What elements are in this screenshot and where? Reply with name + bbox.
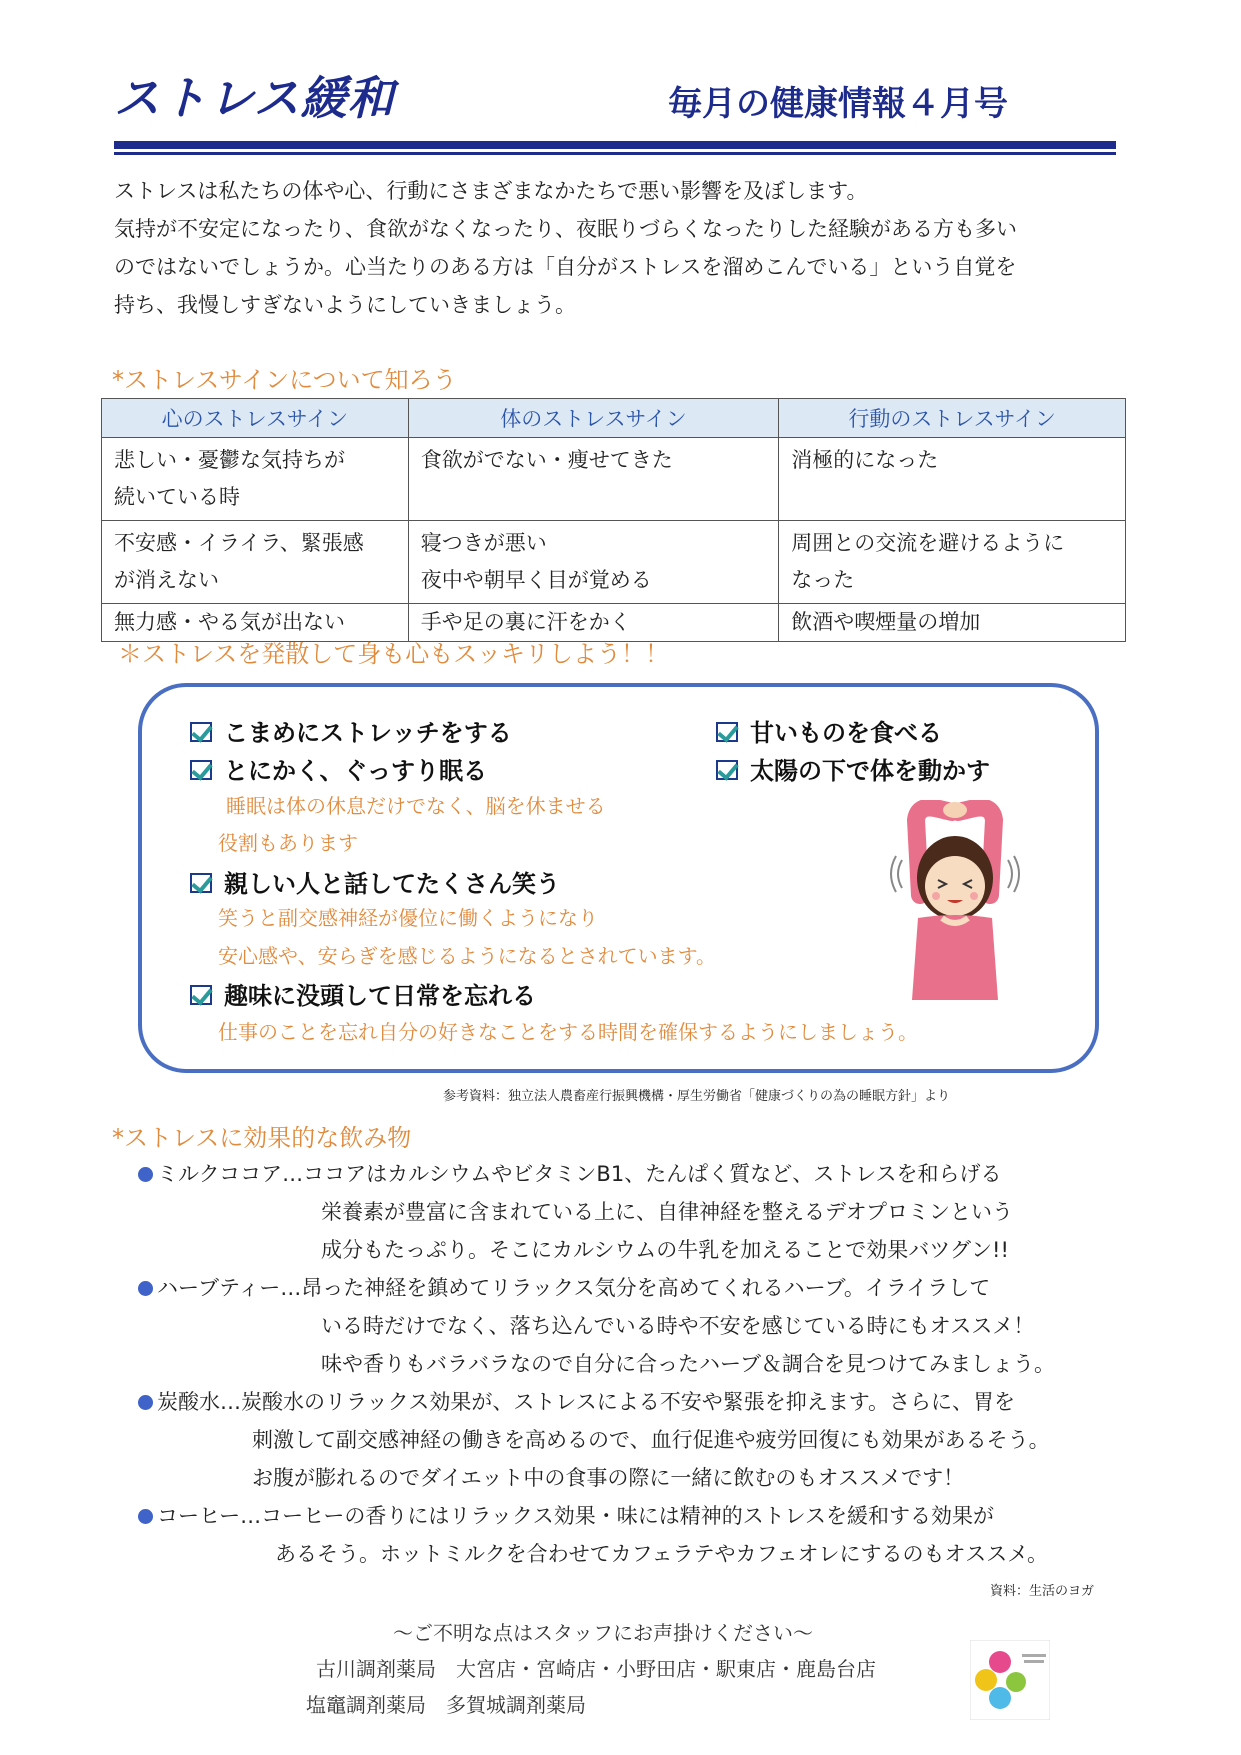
bullet-dot-icon xyxy=(138,1395,153,1410)
intro-line: 気持が不安定になったり、食欲がなくなったり、夜眠りづらくなったりした経験がある方も多い xyxy=(114,217,1017,241)
stretching-girl-illustration xyxy=(880,800,1030,1000)
intro-line: 持ち、我慢しすぎないようにしていきましょう。 xyxy=(114,293,576,317)
tip-stretch: こまめにストレッチをする xyxy=(224,719,512,747)
bullet-dot-icon xyxy=(138,1167,153,1182)
checkbox-icon xyxy=(190,760,212,780)
table-cell: 消極的になった xyxy=(779,438,1126,521)
checkbox-icon xyxy=(716,722,738,742)
relief-source: 参考資料：独立法人農畜産行振興機構・厚生労働省「健康づくりの為の睡眠方針」より xyxy=(443,1089,951,1104)
table-cell: 周囲との交流を避けるように なった xyxy=(779,521,1126,604)
signs-heading: *ストレスサインについて知ろう xyxy=(112,366,457,394)
tip-sleep: とにかく、ぐっすり眠る xyxy=(224,757,488,785)
bullet-dot-icon xyxy=(138,1509,153,1524)
header-behavior: 行動のストレスサイン xyxy=(779,399,1126,438)
footer-stores: 塩竈調剤薬局 多賀城調剤薬局 xyxy=(306,1693,586,1717)
tip-sleep-note: 役割もあります xyxy=(218,831,358,855)
table-row xyxy=(102,438,1126,521)
tip-hobby: 趣味に没頭して日常を忘れる xyxy=(224,982,536,1010)
table-cell: 寝つきが悪い 夜中や朝早く目が覚める xyxy=(408,521,778,604)
header-body: 体のストレスサイン xyxy=(408,399,778,438)
table-header-row xyxy=(102,399,1126,438)
table-cell: 不安感・イライラ、緊張感 が消えない xyxy=(102,521,409,604)
drink-herb-tea: ハーブティー…昂った神経を鎮めてリラックス気分を高めてくれるハーブ。イライラして いる時だけでなく、落ち込んでいる時や不安を感じている時にもオススメ！ 味や香りもバラバラなので自分に合ったハーブ＆調合を見つけてみましょう。 xyxy=(138,1269,1055,1383)
header-rule-thin xyxy=(114,152,1116,155)
checkbox-icon xyxy=(190,985,212,1005)
intro-paragraph xyxy=(114,172,1124,324)
bullet-dot-icon xyxy=(138,1281,153,1296)
tip-sweets: 甘いものを食べる xyxy=(750,719,942,747)
page-title: ストレス緩和 xyxy=(114,71,395,125)
table-cell: 無力感・やる気が出ない xyxy=(102,604,409,642)
header-rule-thick xyxy=(114,141,1116,149)
checkbox-icon xyxy=(716,760,738,780)
drink-coffee: コーヒー…コーヒーの香りにはリラックス効果・味には精神的ストレスを緩和する効果が あるそう。ホットミルクを合わせてカフェラテやカフェオレにするのもオススメ。 xyxy=(138,1497,1048,1573)
table-row xyxy=(102,521,1126,604)
tip-laugh-note: 笑うと副交感神経が優位に働くようになり xyxy=(218,906,598,930)
intro-line: ストレスは私たちの体や心、行動にさまざまなかたちで悪い影響を及ぼします。 xyxy=(114,179,868,203)
relief-heading: ＊ストレスを発散して身も心もスッキリしよう！！ xyxy=(118,640,670,668)
tip-laugh-note: 安心感や、安らぎを感じるようになるとされています。 xyxy=(218,944,716,968)
tip-hobby-note: 仕事のことを忘れ自分の好きなことをする時間を確保するようにしましょう。 xyxy=(218,1020,918,1044)
footer-contact: ～ご不明な点はスタッフにお声掛けください～ xyxy=(393,1621,813,1645)
pharmacy-logo xyxy=(970,1640,1050,1720)
header-mind: 心のストレスサイン xyxy=(102,399,409,438)
issue-title: 毎月の健康情報４月号 xyxy=(668,84,1008,124)
drink-soda: 炭酸水…炭酸水のリラックス効果が、ストレスによる不安や緊張を抑えます。さらに、胃を 刺激して副交感神経の働きを高めるので、血行促進や疲労回復にも効果があるそう。 お腹が膨れるのでダイエット中の食事の際に一緒に飲むのもオススメです！ xyxy=(138,1383,1050,1497)
intro-line: のではないでしょうか。心当たりのある方は「自分がストレスを溜めこんでいる」という自覚を xyxy=(114,255,1017,279)
table-cell: 食欲がでない・痩せてきた xyxy=(408,438,778,521)
tip-sunshine: 太陽の下で体を動かす xyxy=(750,757,990,785)
tip-laugh: 親しい人と話してたくさん笑う xyxy=(224,870,560,898)
tip-sleep-note: 睡眠は体の休息だけでなく、脳を休ませる xyxy=(226,794,606,818)
table-cell: 悲しい・憂鬱な気持ちが 続いている時 xyxy=(102,438,409,521)
drink-milk-cocoa: ミルクココア…ココアはカルシウムやビタミンB1、たんぱく質など、ストレスを和らげる 栄養素が豊富に含まれている上に、自律神経を整えるデオプロミンという 成分もたっぷり。そこにカルシウムの牛乳を加えることで効果バツグン!! xyxy=(138,1155,1013,1269)
table-cell: 手や足の裏に汗をかく xyxy=(408,604,778,642)
checkbox-icon xyxy=(190,873,212,893)
drinks-heading: *ストレスに効果的な飲み物 xyxy=(112,1124,412,1152)
checkbox-icon xyxy=(190,722,212,742)
table-cell: 飲酒や喫煙量の増加 xyxy=(779,604,1126,642)
footer-stores: 古川調剤薬局 大宮店・宮崎店・小野田店・駅東店・鹿島台店 xyxy=(316,1657,876,1681)
stress-signs-table xyxy=(101,398,1126,642)
drinks-source: 資料：生活のヨガ xyxy=(990,1584,1095,1599)
